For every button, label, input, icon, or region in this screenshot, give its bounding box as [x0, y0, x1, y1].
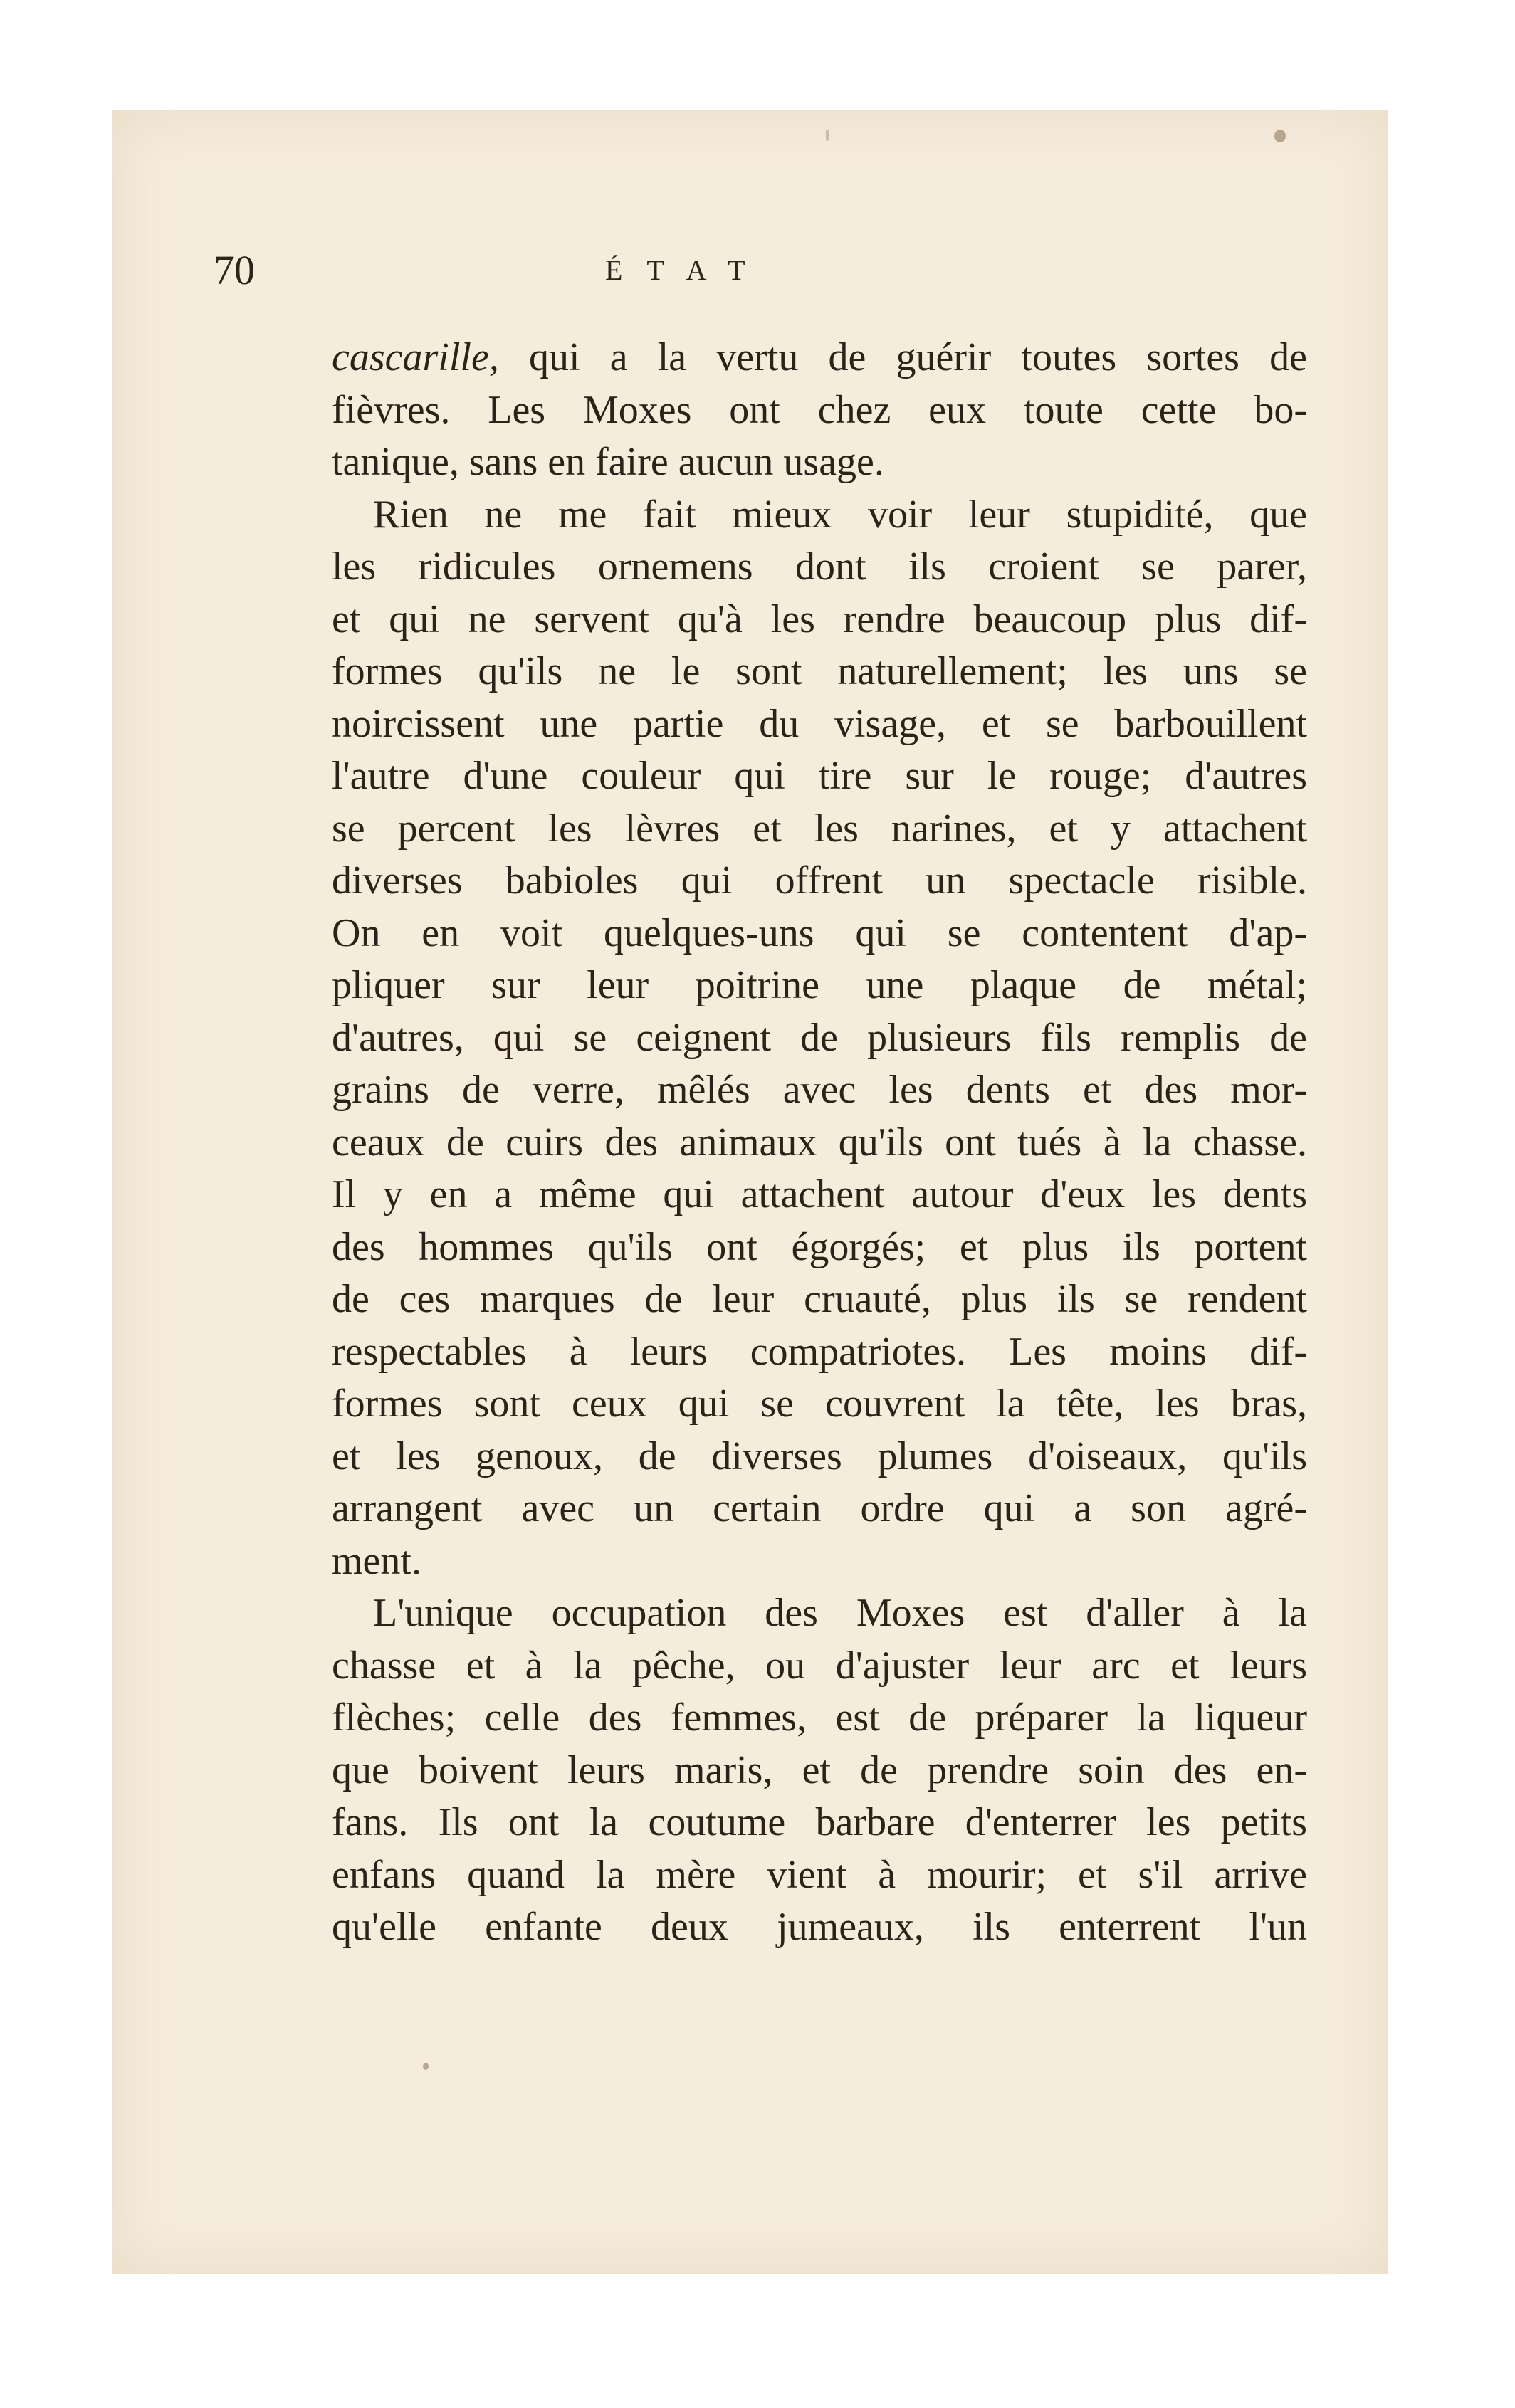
- text-line: respectables à leurs compatriotes. Les moins dif-: [332, 1329, 1307, 1374]
- paragraph-start-line: L'unique occupation des Moxes est d'aller à la: [373, 1591, 1307, 1635]
- text-line: fièvres. Les Moxes ont chez eux toute cette bo-: [332, 387, 1307, 432]
- text-line: se percent les lèvres et les narines, et y attachent: [332, 806, 1307, 851]
- text-line: formes sont ceux qui se couvrent la tête, les bras,: [332, 1382, 1307, 1426]
- page-number: 70: [214, 247, 255, 293]
- text-line: les ridicules ornemens dont ils croient se parer,: [332, 545, 1307, 589]
- text-line: l'autre d'une couleur qui tire sur le rouge; d'autres: [332, 754, 1307, 798]
- text-line: d'autres, qui se ceignent de plusieurs fils remplis de: [332, 1015, 1307, 1060]
- text-line: que boivent leurs maris, et de prendre soin des en-: [332, 1747, 1307, 1792]
- text-line: Il y en a même qui attachent autour d'eux les dents: [332, 1172, 1307, 1216]
- text-line: tanique, sans en faire aucun usage.: [332, 440, 884, 484]
- page-header: [214, 242, 1296, 299]
- text-line: noircissent une partie du visage, et se barbouillent: [332, 701, 1307, 746]
- text-line: qu'elle enfante deux jumeaux, ils enterrent l'un: [332, 1905, 1307, 1949]
- text-line: grains de verre, mêlés avec les dents et des mor-: [332, 1068, 1307, 1112]
- text-line: flèches; celle des femmes, est de préparer la liqueur: [332, 1695, 1307, 1740]
- text-line: de ces marques de leur cruauté, plus ils se rendent: [332, 1277, 1307, 1321]
- italic-term: cascarille,: [332, 335, 499, 379]
- text-line: fans. Ils ont la coutume barbare d'enterrer les petits: [332, 1800, 1307, 1844]
- text-line: enfans quand la mère vient à mourir; et s'il arrive: [332, 1852, 1307, 1897]
- paragraph-start-line: Rien ne me fait mieux voir leur stupidité, que: [373, 492, 1307, 537]
- text-line: diverses babioles qui offrent un spectacle risible.: [332, 858, 1307, 903]
- text-line: [332, 332, 1307, 384]
- text-line: et qui ne servent qu'à les rendre beaucoup plus dif-: [332, 596, 1307, 641]
- text-line: ceaux de cuirs des animaux qu'ils ont tués à la chasse.: [332, 1120, 1307, 1164]
- line-text: qui a la vertu de guérir toutes sortes de: [498, 335, 1307, 379]
- text-line: On en voit quelques-uns qui se contentent d'ap-: [332, 910, 1307, 955]
- text-line: chasse et à la pêche, ou d'ajuster leur arc et leurs: [332, 1643, 1307, 1688]
- paper-speck: [826, 130, 829, 141]
- text-line: pliquer sur leur poitrine une plaque de métal;: [332, 963, 1307, 1007]
- text-line: ment.: [332, 1538, 421, 1583]
- body-text: [332, 332, 1307, 1954]
- text-line: des hommes qu'ils ont égorgés; et plus ils portent: [332, 1224, 1307, 1269]
- text-line: et les genoux, de diverses plumes d'oiseaux, qu'ils: [332, 1434, 1307, 1478]
- text-line: formes qu'ils ne le sont naturellement; les uns se: [332, 649, 1307, 693]
- running-head: ÉTAT: [605, 254, 770, 286]
- text-line: arrangent avec un certain ordre qui a son agré-: [332, 1486, 1307, 1530]
- paper-speck: [423, 2063, 429, 2070]
- paper-speck: [1274, 130, 1286, 142]
